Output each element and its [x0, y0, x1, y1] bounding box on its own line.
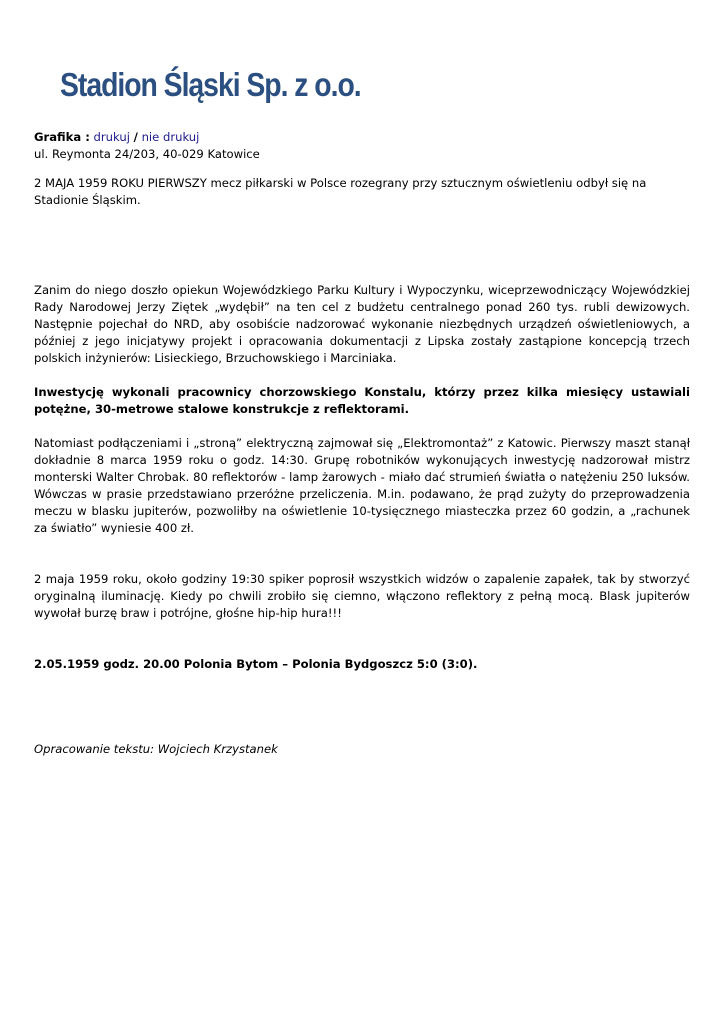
- body-paragraph-1: Zanim do niego doszło opiekun Wojewódzkiego Parku Kultury i Wypoczynku, wiceprzewodniczący Wojewódzkiej Rady Narodowej Jerzy Ziętek „wydębił” na ten cel z budżetu centralnego ponad 260 tys. rubli dewizowych. Następnie pojechał do NRD, aby osobiście nadzorować wykonanie niezbędnych urządzeń oświetleniowych, a później z jego inicjatywy projekt i opracowania dokumentacji z Lipska zostały zastąpione koncepcją trzech polskich inżynierów: Lisieckiego, Brzuchowskiego i Marciniaka.: [34, 283, 690, 365]
- body-paragraph-3: 2 maja 1959 roku, około godziny 19:30 spiker poprosił wszystkich widzów o zapalenie zapałek, tak by stworzyć oryginalną iluminację. Kiedy po chwili zrobiło się ciemno, włączono reflektory z pełną mocą. Blask jupiterów wywołał burzę braw i potrójne, głośne hip-hip hura!!!: [34, 572, 690, 620]
- print-link[interactable]: drukuj: [93, 130, 130, 144]
- grafika-label: Grafika :: [34, 130, 90, 144]
- body-paragraph-2: Natomiast podłączeniami i „stroną” elektryczną zajmował się „Elektromontaż” z Katowic. Pierwszy maszt stanął dokładnie 8 marca 1959 roku o godz. 14:30. Grupę robotników wykonujących inwestycję nadzorował mistrz monterski Walter Chrobak. 80 reflektorów - lamp żarowych - miało dać strumień światła o natężeniu 250 luksów. Wówczas w prasie przedstawiano przeróżne przeliczenia. M.in. podawano, że prąd zużyty do przeprowadzenia meczu w blasku jupiterów, pozwoliłby na oświetlenie 10-tysięcznego miasteczka przez 60 godzin, a „rachunek za światło” wyniesie 400 zł.: [34, 436, 690, 535]
- author-credit: Opracowanie tekstu: Wojciech Krzystanek: [34, 742, 278, 756]
- link-separator: /: [133, 130, 138, 144]
- match-result: 2.05.1959 godz. 20.00 Polonia Bytom – Polonia Bydgoszcz 5:0 (3:0).: [34, 657, 478, 671]
- address: ul. Reymonta 24/203, 40-029 Katowice: [34, 147, 260, 161]
- company-logo: Stadion Śląski Sp. z o.o.: [60, 66, 361, 103]
- document-body: [34, 129, 690, 758]
- intro-paragraph: 2 MAJA 1959 ROKU PIERWSZY mecz piłkarski w Polsce rozegrany przy sztucznym oświetleniu odbył się na Stadionie Śląskim.: [34, 176, 647, 207]
- bold-paragraph: Inwestycję wykonali pracownicy chorzowskiego Konstalu, którzy przez kilka miesięcy ustawiali potężne, 30-metrowe stalowe konstrukcje z reflektorami.: [34, 385, 690, 416]
- grafika-line: [34, 129, 690, 146]
- no-print-link[interactable]: nie drukuj: [141, 130, 200, 144]
